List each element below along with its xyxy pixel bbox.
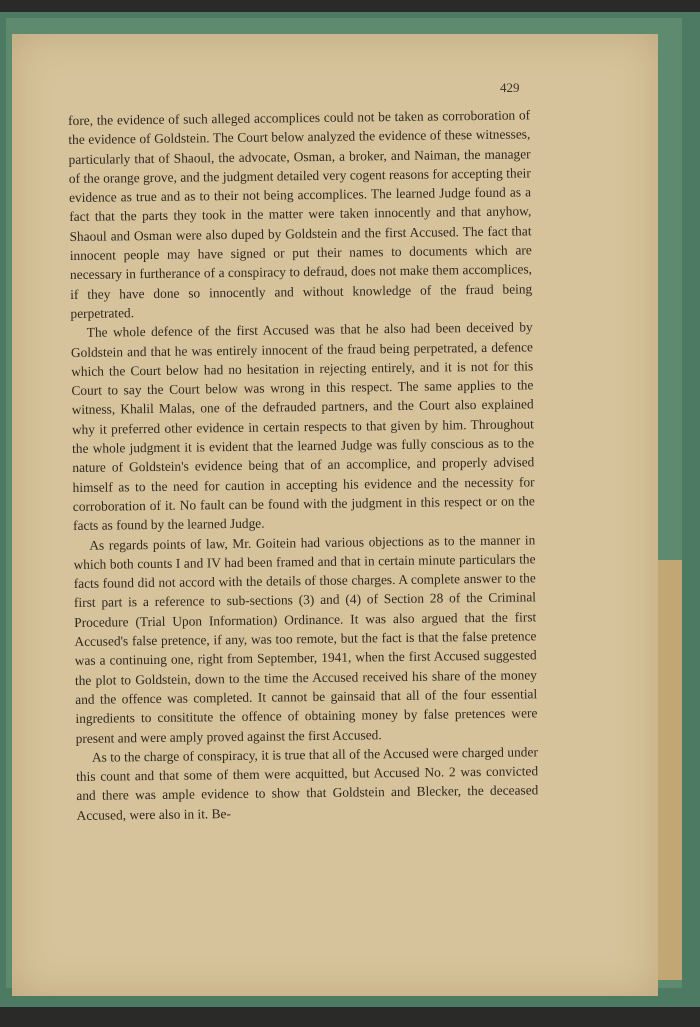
paragraph-4: As to the charge of conspiracy, it is true that all of the Accused were charged under this count and that some of them were acquitted, but Accused No. 2 was convicted and there was ample evidence to show that Goldstein and Blecker, the deceased Accused, were also in it. Be- — [76, 744, 539, 823]
page-number: 429 — [500, 80, 520, 95]
page-body — [68, 105, 539, 825]
paragraph-1: fore, the evidence of such alleged accomplices could not be taken as corroboration of the evidence of Goldstein. The Court below analyzed the evidence of these witnesses, particularly that of Shaoul, the advocate, Osman, a broker, and Naiman, the manager of the orange grove, and the judgment detailed very cogent reasons for accepting their evidence as true and as to their not being accomplices. The learned Judge found as a fact that the parts they took in the matter were taken innocently and that anyhow, Shaoul and Osman were also duped by Goldstein and the first Accused. The fact that innocent people may have signed or put their names to documents which are necessary in furtherance of a conspiracy to defraud, does not make them accomplices, if they have done so innocently and without knowledge of the fraud being perpetrated. — [68, 107, 533, 321]
paragraph-3: As regards points of law, Mr. Goitein had various objections as to the manner in which both counts I and IV had been framed and that in certain minute particulars the facts found did not accord with the details of those charges. A complete answer to the first part is a reference to sub-sections (3) and (4) of Section 28 of the Criminal Procedure (Trial Upon Information) Ordinance. It was also argued that the first Accused's false pretence, if any, was too remote, but the fact is that the false pretence was a continuing one, right from September, 1941, when the first Accused suggested the plot to Goldstein, down to the time the Accused received his share of the money and the offence was completed. It cannot be gainsaid that all of the four essential ingredients to consititute the offence of obtaining money by false pretences were present and were amply proved against the first Accused. — [73, 531, 538, 746]
paragraph-2: The whole defence of the first Accused was that he also had been deceived by Goldstein and that he was entirely innocent of the fraud being perpetrated, a defence which the Court below had no hesitation in rejecting entirely, and it is not for this Court to say the Court below was wrong in this respect. The same applies to the witness, Khalil Malas, one of the defrauded partners, and the Court also explained why it preferred other evidence in certain respects to that given by him. Throughout the whole judgment it is evident that the learned Judge was fully conscious as to the nature of Goldstein's evidence being that of an accomplice, and properly advised himself as to the need for caution in accepting his evidence and the necessity for corroboration of it. No fault can be found with the judgment in this respect or on the facts as found by the learned Judge. — [70, 319, 535, 534]
